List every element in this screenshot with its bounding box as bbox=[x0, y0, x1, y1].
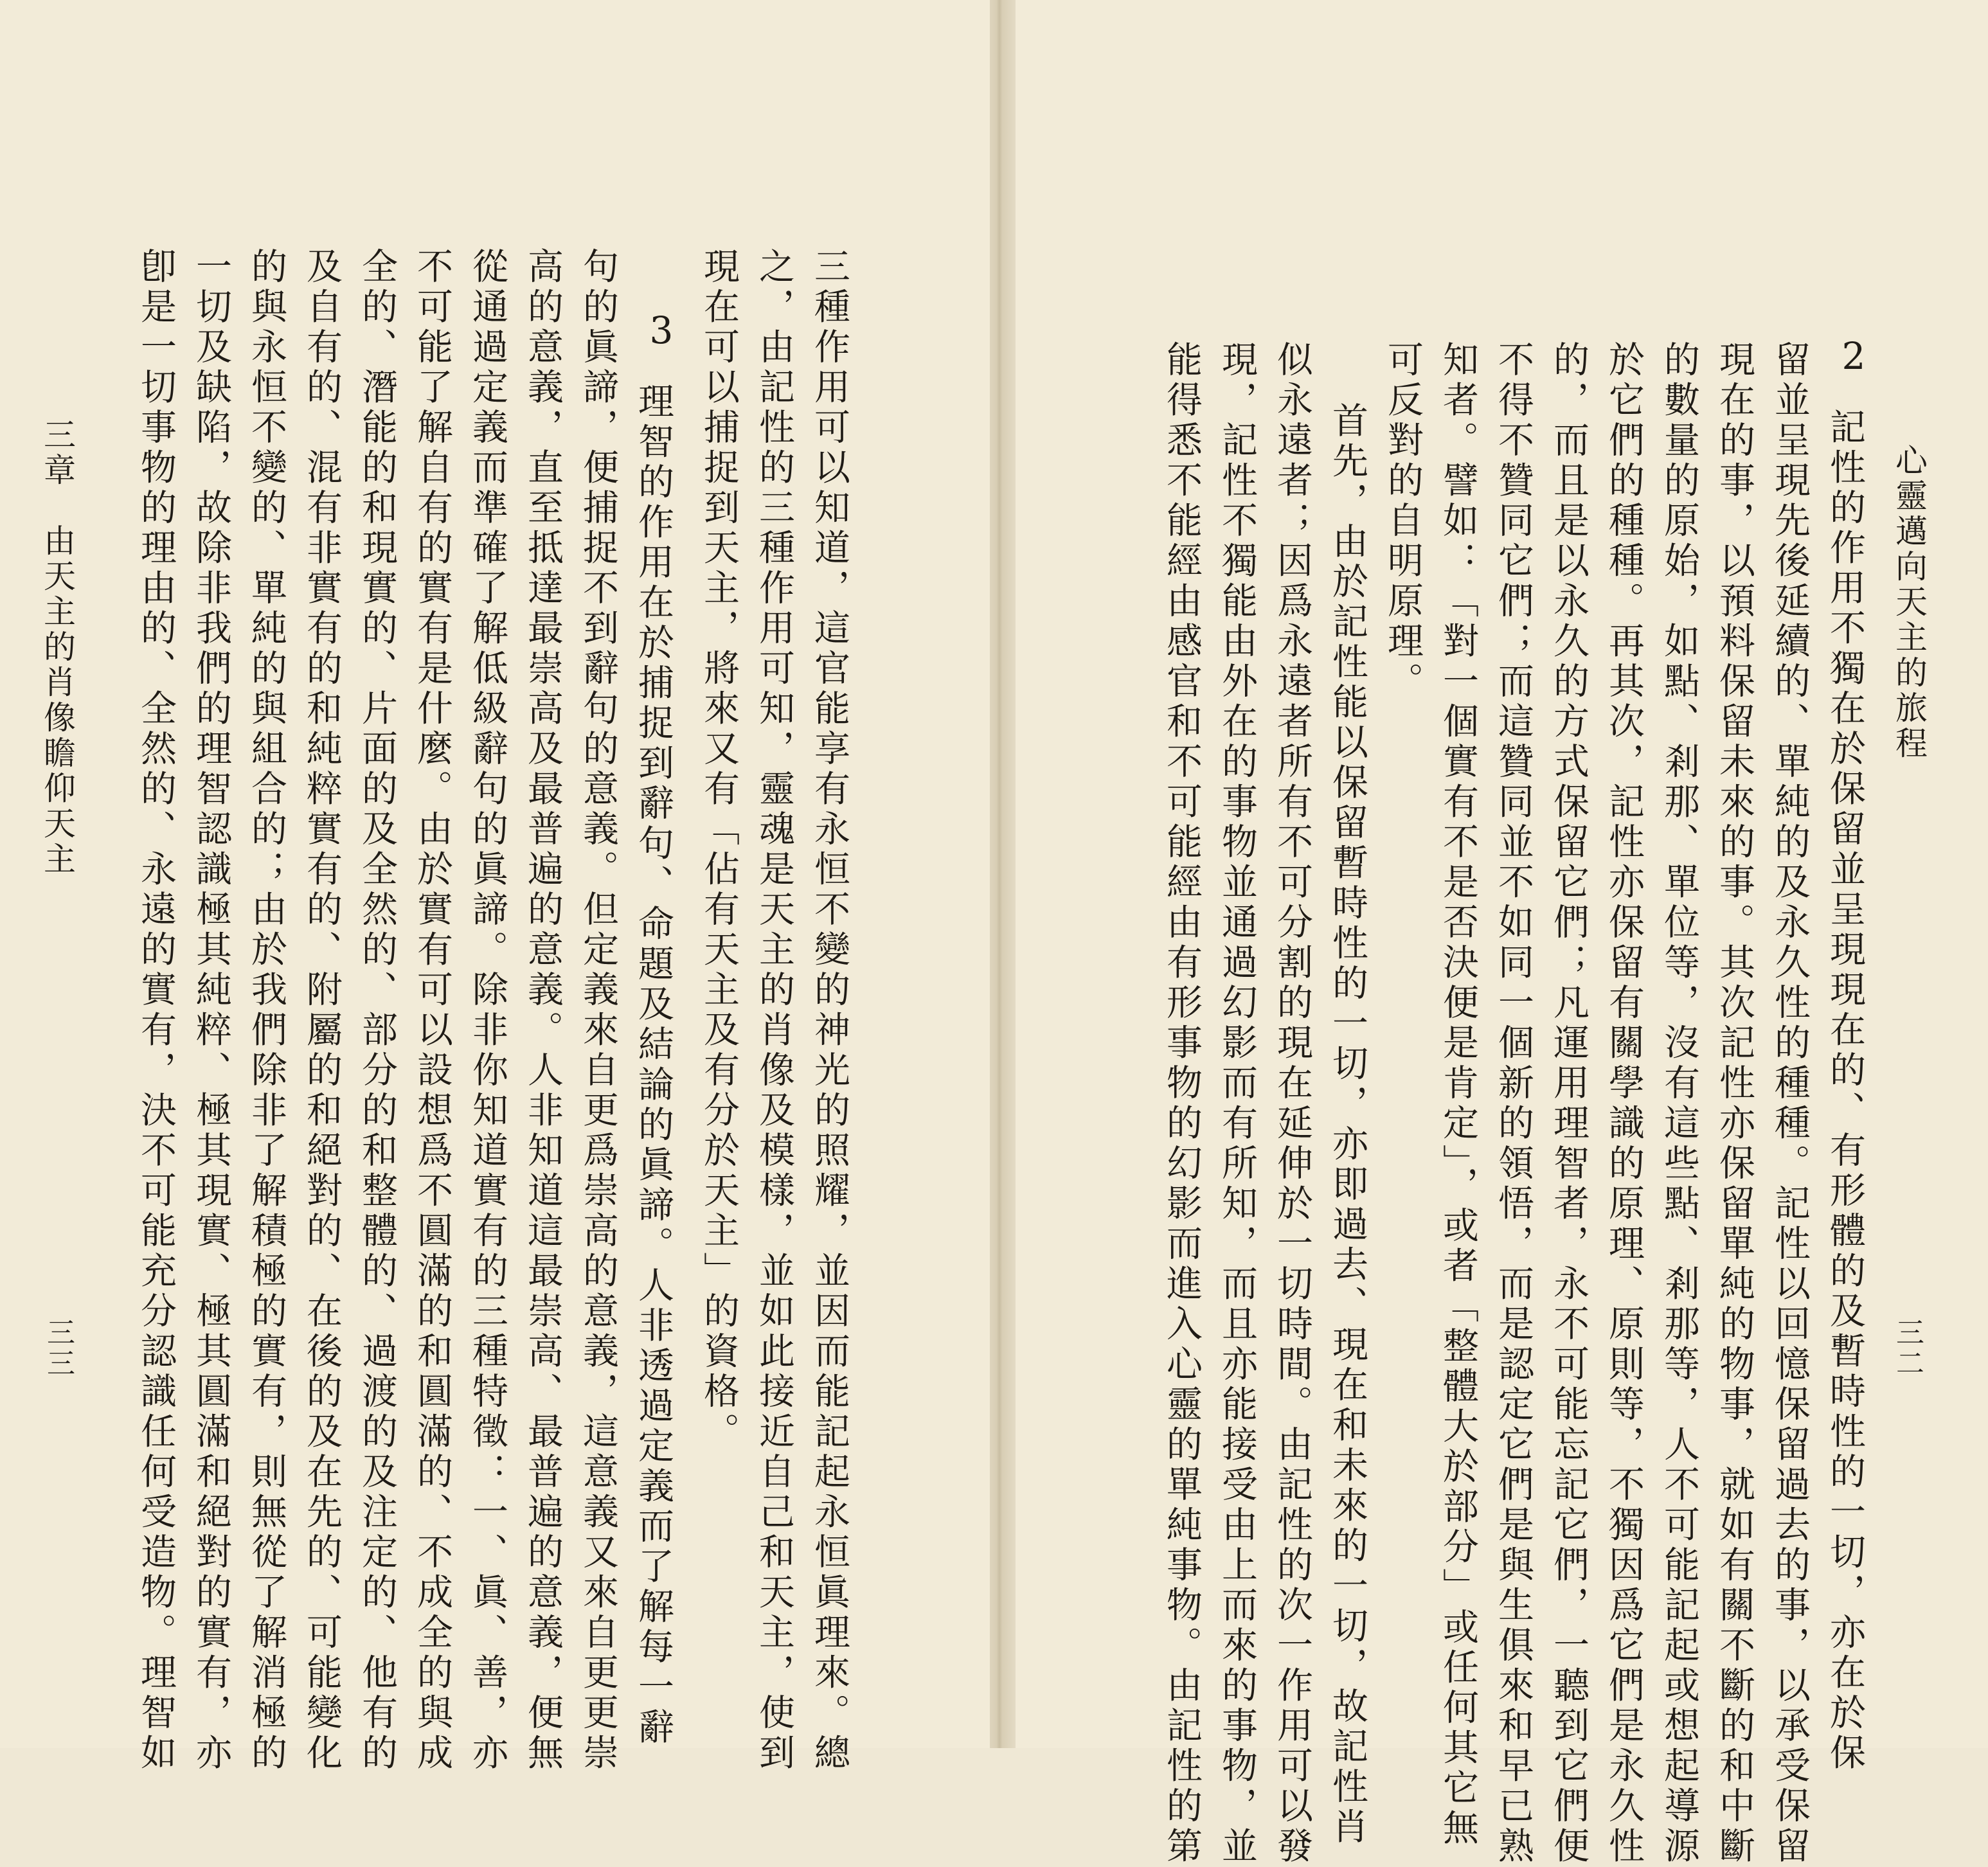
right-page bbox=[1016, 0, 1988, 1867]
text-line: 全的、潛能的和現實的、片面的及全然的、部分的和整體的、過渡的及注定的、他有的 bbox=[356, 247, 398, 1774]
text-line: 的數量的原始，如點、剎那、單位等，沒有這些點、剎那等，人不可能記起或想起導源 bbox=[1658, 341, 1700, 1867]
text-line: 之，由記性的三種作用可知，靈魂是天主的肖像及模樣，並如此接近自己和天主，使到 bbox=[753, 247, 795, 1774]
section-number: 2 bbox=[1832, 334, 1876, 378]
section-number: 3 bbox=[640, 308, 683, 352]
text-line: 現在的事，以預料保留未來的事。其次記性亦保留單純的物事，就如有關不斷的和中斷 bbox=[1714, 341, 1755, 1867]
page-number: 三三 bbox=[42, 1318, 75, 1379]
text-line: 首先，由於記性能以保留暫時性的一切，亦即過去、現在和未來的一切，故記性肖 bbox=[1327, 402, 1368, 1848]
text-line: 一切及缺陷，故除非我們的理智認識極其純粹、極其現實、極其圓滿和絕對的實有，亦 bbox=[190, 247, 232, 1774]
text-line: 不得不贊同它們；而這贊同並不如同一個新的領悟，而是認定它們是與生俱來和早已熟 bbox=[1492, 341, 1534, 1867]
page-number: 三二 bbox=[1891, 1318, 1924, 1379]
text-line: 卽是一切事物的理由的、全然的、永遠的實有，決不可能充分認識任何受造物。理智如 bbox=[135, 247, 177, 1774]
text-line: 留並呈現先後延續的、單純的及永久性的種種。記性以回憶保留過去的事，以承受保留 bbox=[1769, 341, 1811, 1867]
text-line: 及自有的、混有非實有的和純粹實有的、附屬的和絕對的、在後的及在先的、可能變化 bbox=[301, 247, 343, 1774]
text-line: 似永遠者；因爲永遠者所有不可分割的現在延伸於一切時間。由記性的次一作用可以發 bbox=[1271, 341, 1313, 1867]
text-line: 不可能了解自有的實有是什麼。由於實有可以設想爲不圓滿的和圓滿的、不成全的與成 bbox=[411, 247, 453, 1774]
running-head: 心靈邁向天主的旅程 bbox=[1890, 443, 1928, 762]
text-line: 句的眞諦，便捕捉不到辭句的意義。但定義來自更爲崇高的意義，這意義又來自更更崇 bbox=[577, 247, 619, 1774]
text-line: 知者。譬如：「對一個實有不是否決便是肯定」，或者「整體大於部分」或任何其它無 bbox=[1437, 341, 1479, 1849]
text-line: 的，而且是以永久的方式保留它們；凡運用理智者，永不可能忘記它們，一聽到它們便 bbox=[1548, 341, 1590, 1867]
text-line: 理智的作用在於捕捉到辭句、命題及結論的眞諦。人非透過定義而了解每一辭 bbox=[632, 382, 674, 1748]
text-line: 可反對的自明原理。 bbox=[1382, 341, 1424, 702]
text-line: 能得悉不能經由感官和不可能經由有形事物的幻影而進入心靈的單純事物。由記性的第 bbox=[1161, 341, 1203, 1867]
text-line: 於它們的種種。再其次，記性亦保留有關學識的原理、原則等，不獨因爲它們是永久性 bbox=[1603, 341, 1645, 1867]
text-line: 記性的作用不獨在於保留並呈現現在的、有形體的及暫時性的一切，亦在於保 bbox=[1824, 408, 1866, 1774]
text-line: 的與永恒不變的、單純的與組合的；由於我們除非了解積極的實有，則無從了解消極的 bbox=[246, 247, 287, 1774]
running-foot: 三章 由天主的肖像瞻仰天主 bbox=[39, 418, 76, 877]
left-page bbox=[0, 0, 990, 1774]
text-line: 三種作用可以知道，這官能享有永恒不變的神光的照耀，並因而能記起永恒眞理來。總 bbox=[809, 247, 850, 1774]
text-line: 高的意義，直至抵達最崇高及最普遍的意義。人非知道這最崇高、最普遍的意義，便無 bbox=[522, 247, 564, 1774]
text-line: 從通過定義而準確了解低級辭句的眞諦。除非你知道實有的三種特徵：一、眞、善，亦 bbox=[467, 247, 508, 1774]
text-line: 現，記性不獨能由外在的事物並通過幻影而有所知，而且亦能接受由上而來的事物，並 bbox=[1216, 341, 1258, 1867]
text-line: 現在可以捕捉到天主，將來又有「佔有天主及有分於天主」的資格。 bbox=[698, 247, 740, 1452]
